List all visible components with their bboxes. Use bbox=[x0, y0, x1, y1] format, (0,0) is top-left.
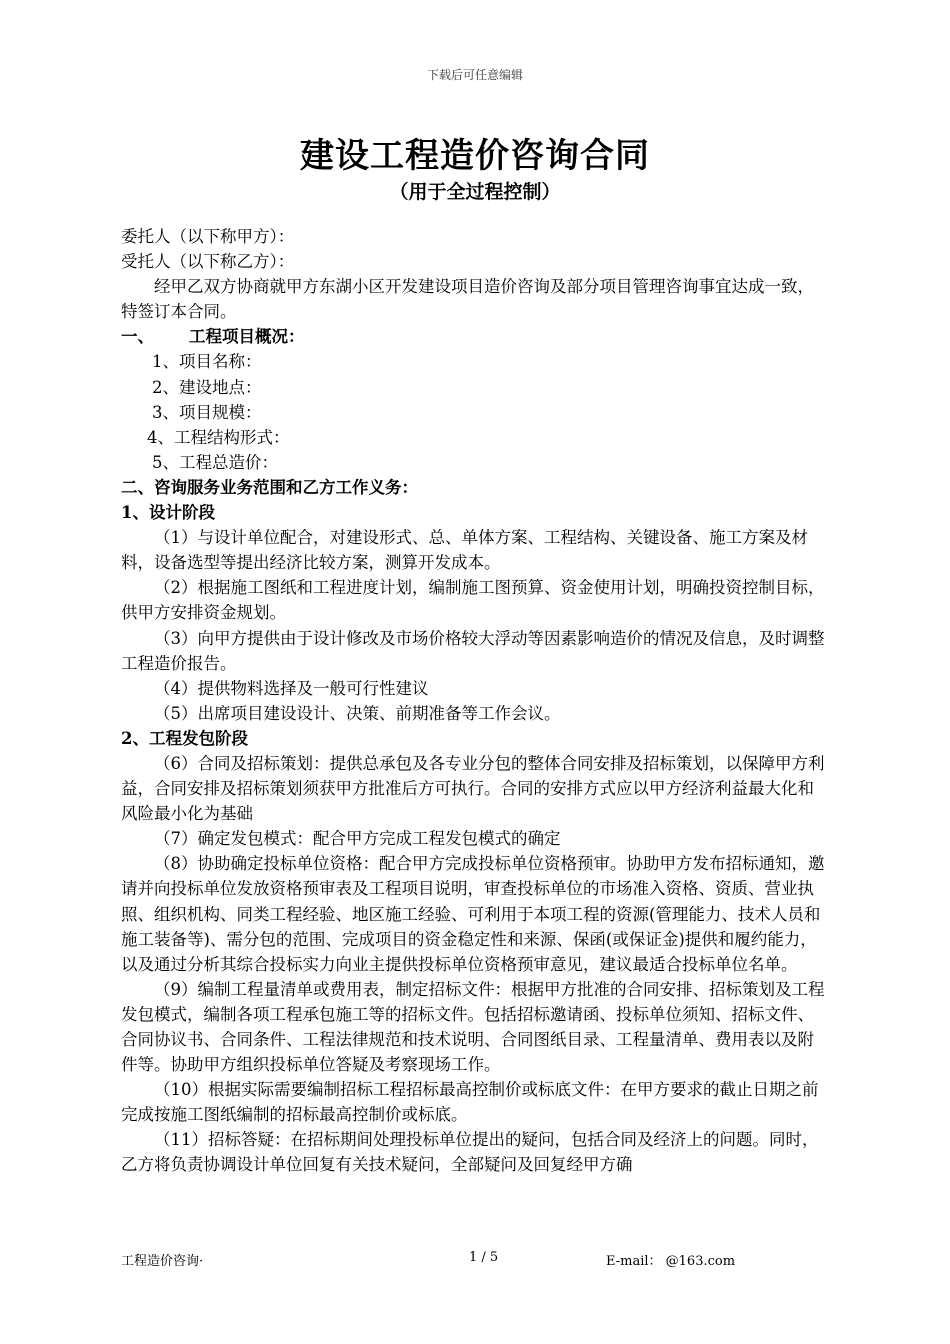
clause-paragraph: （7）确定发包模式：配合甲方完成工程发包模式的确定 bbox=[154, 829, 561, 849]
clause-paragraph: （5）出席项目建设设计、决策、前期准备等工作会议。 bbox=[154, 703, 561, 723]
consultant-line: 受托人（以下称乙方）： bbox=[121, 252, 295, 272]
project-item: 1、项目名称： bbox=[152, 352, 262, 372]
clause-paragraph: （11）招标答疑：在招标期间处理投标单位提出的疑问，包括合同及经济上的问题。同时，乙方将负责协调设计单位回复有关技术疑问，全部疑问及回复经甲方确 bbox=[121, 1130, 819, 1175]
document-subtitle: （用于全过程控制） bbox=[389, 181, 561, 203]
stage2-heading: 2、工程发包阶段 bbox=[121, 728, 248, 748]
section1-number: 一、 bbox=[121, 327, 154, 347]
stage1-heading: 1、设计阶段 bbox=[121, 503, 215, 523]
page-number: 1 / 5 bbox=[469, 1250, 499, 1265]
section1-title: 工程项目概况： bbox=[189, 327, 305, 347]
section1-heading bbox=[121, 324, 829, 349]
clause-paragraph: （9）编制工程量清单或费用表，制定招标文件：根据甲方批准的合同安排、招标策划及工程发包模式，编制各项工程承包施工等的招标文件。包括招标邀请函、投标单位须知、招标文件、合同协议书、合同条件、工程法律规范和技术说明、合同图纸目录、工程量清单、费用表以及附件等。协助甲方组织投标单位答疑及考察现场工作。 bbox=[121, 979, 825, 1075]
section2-heading: 二、咨询服务业务范围和乙方工作义务： bbox=[121, 477, 418, 497]
project-item: 2、建设地点： bbox=[152, 377, 262, 397]
footer-company: 工程造价咨询· bbox=[121, 1254, 204, 1269]
footer-email: E-mail： @163.com bbox=[606, 1254, 736, 1269]
clause-paragraph: （1）与设计单位配合，对建设形式、总、单体方案、工程结构、关键设备、施工方案及材料，设备选型等提出经济比较方案，测算开发成本。 bbox=[121, 528, 808, 573]
clause-paragraph: （4）提供物料选择及一般可行性建议 bbox=[154, 678, 429, 698]
page-footer bbox=[121, 1250, 829, 1270]
document-title: 建设工程造价咨询合同 bbox=[300, 136, 650, 176]
clause-paragraph: （8）协助确定投标单位资格：配合甲方完成投标单位资格预审。协助甲方发布招标通知，邀请并向投标单位发放资格预审表及工程项目说明，审查投标单位的市场准入资格、资质、营业执照、组织机构、同类工程经验、地区施工经验、可利用于本项工程的资源(管理能力、技术人员和施工装备等)、需分包的范围、完成项目的资金稳定性和来源、保函(或保证金)提供和履约能力，以及通过分析其综合投标实力向业主提供投标单位资格预审意见，建议最适合投标单位名单。 bbox=[121, 854, 825, 974]
clause-paragraph: （10）根据实际需要编制招标工程招标最高控制价或标底文件：在甲方要求的截止日期之前完成按施工图纸编制的招标最高控制价或标底。 bbox=[121, 1080, 819, 1125]
header-note: 下载后可任意编辑 bbox=[426, 68, 523, 82]
intro-paragraph: 经甲乙双方协商就甲方东湖小区开发建设项目造价咨询及部分项目管理咨询事宜达成一致，特签订本合同。 bbox=[121, 277, 814, 322]
clause-paragraph: （3）向甲方提供由于设计修改及市场价格较大浮动等因素影响造价的情况及信息，及时调整工程造价报告。 bbox=[121, 628, 825, 673]
project-item: 5、工程总造价： bbox=[152, 452, 278, 472]
clause-paragraph: （6）合同及招标策划：提供总承包及各专业分包的整体合同安排及招标策划，以保障甲方利益，合同安排及招标策划须获甲方批准后方可执行。合同的安排方式应以甲方经济利益最大化和风险最小化为基础 bbox=[121, 753, 825, 824]
document-body bbox=[121, 224, 829, 1178]
project-item: 3、项目规模： bbox=[152, 402, 262, 422]
client-line: 委托人（以下称甲方）： bbox=[121, 227, 295, 246]
project-item: 4、工程结构形式： bbox=[147, 427, 290, 447]
clause-paragraph: （2）根据施工图纸和工程进度计划，编制施工图预算、资金使用计划，明确投资控制目标，供甲方安排资金规划。 bbox=[121, 578, 825, 623]
